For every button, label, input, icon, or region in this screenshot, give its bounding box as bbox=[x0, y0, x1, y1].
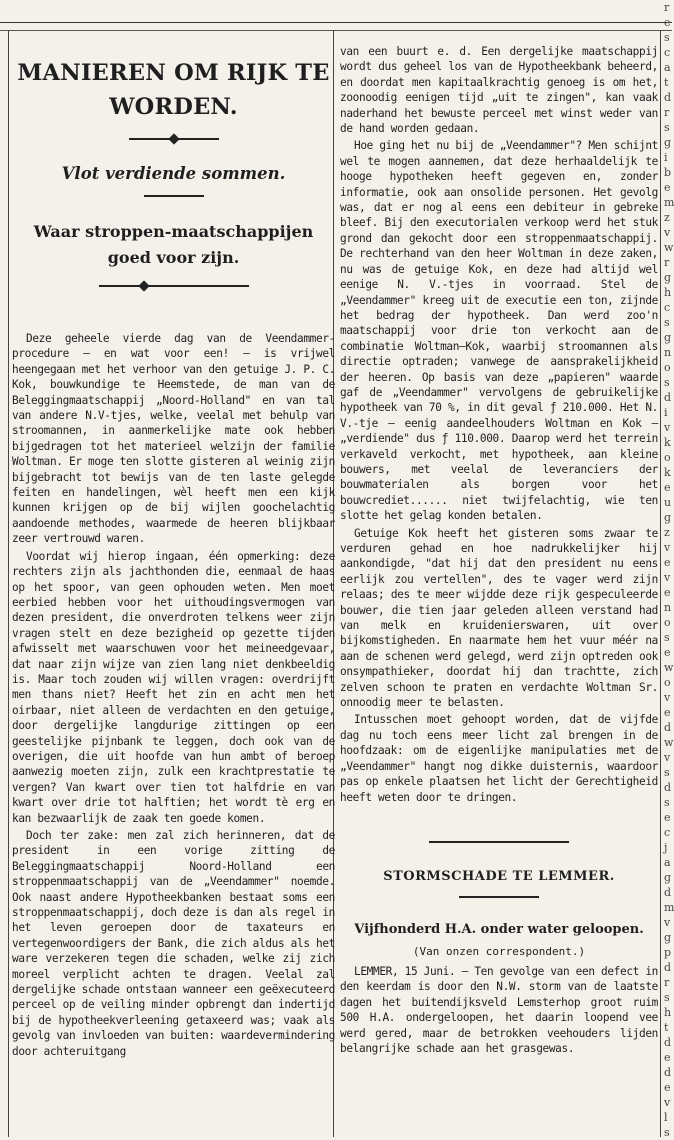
edge-glyph: o bbox=[664, 361, 671, 374]
edge-glyph: s bbox=[664, 376, 670, 389]
edge-glyph: w bbox=[664, 661, 674, 674]
top-rule bbox=[0, 22, 672, 23]
edge-glyph: j bbox=[664, 841, 668, 854]
edge-glyph: t bbox=[664, 1021, 669, 1034]
edge-glyph: a bbox=[664, 61, 671, 74]
edge-glyph: d bbox=[664, 1036, 672, 1049]
edge-glyph: p bbox=[664, 946, 672, 959]
article-paragraph: Hoe ging het nu bij de „Veendammer"? Men schijnt wel te mogen aannemen, dat deze herhaaldelijk te hooge hypotheken heeft gegeven en, zonder informatie, ook aan onsolide personen. Het gevolg was, dat er nog al eens een debiteur in gebreke bleef. Bij den executorialen verkoop werd het stuk grond dan gekocht door een stroppenmaatschappij. De rechterhand van den heer Woltman in deze zaken, nu was de getuige Kok, en deze had altijd wel eenige N. V.-tjes in voorraad. Stel de „Veendammer" kreeg uit de executie een ton, zijnde het bedrag der hypotheek. Dan werd zoo'n maatschappij voor drie ton verkocht aan de combinatie Woltman—Kok, waarbij stroomannen als directie optraden; vanwege de aansprakelijkheid der heeren. Op basis van deze „papieren" waarde gaf de „Veendammer" vervolgens de gebruikelijke hypotheek van 70 %, in dit geval ƒ 210.000. Het N. V.-tje — eenig aandeelhouders Woltman en Kok — „verdiende" dus ƒ 110.000. Daarop werd het terrein verkaveld verkocht, met hypotheek, aan kleine bouwers, met veelal de leveranciers der bouwmaterialen als borgen voor het bouwcrediet...... niet twijfelachtig, wie ten slotte het gelag konden betalen. bbox=[340, 139, 658, 523]
edge-glyph: r bbox=[664, 1, 670, 14]
edge-glyph: d bbox=[664, 886, 672, 899]
adjacent-column-fragment bbox=[664, 0, 672, 1137]
edge-glyph: w bbox=[664, 241, 674, 254]
edge-glyph: g bbox=[664, 871, 672, 884]
edge-glyph: g bbox=[664, 331, 672, 344]
edge-glyph: s bbox=[664, 766, 670, 779]
edge-glyph: v bbox=[664, 541, 671, 554]
subhead-separator-2 bbox=[99, 285, 249, 287]
edge-glyph: s bbox=[664, 991, 670, 1004]
storm-subhead: Vijfhonderd H.A. onder water geloopen. bbox=[354, 921, 644, 937]
edge-glyph: e bbox=[664, 1081, 671, 1094]
left-column bbox=[12, 56, 335, 1059]
edge-glyph: m bbox=[664, 901, 674, 914]
edge-glyph: v bbox=[664, 571, 671, 584]
edge-glyph: r bbox=[664, 976, 670, 989]
edge-glyph: c bbox=[664, 46, 671, 59]
edge-glyph: l bbox=[664, 1111, 668, 1124]
article-paragraph: Doch ter zake: men zal zich herinneren, dat de president in een vorige zitting de Beleggingmaatschappij Noord-Holland een stroppenmaatschappij van de „Veendammer" noemde. Ook naast andere Hypotheekbanken bestaat soms een stroppenmaatschappij, doch deze is dan als regel in het leven geroepen door de taxateurs en vertegenwoordigers der Bank, die zich aldus als het ware verzekeren tegen die schaden, welke zij zich moreel verplicht achten te dragen. Veelal zal dergelijke schade ontstaan wanneer een geëxecuteerd perceel op de veiling minder opbrengt dan indertijd bij de hypotheekverleening getaxeerd was; vaak als gevolg van invloeden van buiten: waardevermindering door achteruitgang bbox=[12, 829, 335, 1058]
edge-glyph: v bbox=[664, 1096, 671, 1109]
storm-headline: STORMSCHADE TE LEMMER. bbox=[383, 868, 615, 884]
edge-glyph: i bbox=[664, 406, 668, 419]
edge-glyph: c bbox=[664, 301, 671, 314]
edge-glyph: e bbox=[664, 811, 671, 824]
edge-glyph: s bbox=[664, 31, 670, 44]
edge-glyph: t bbox=[664, 76, 669, 89]
edge-glyph: v bbox=[664, 421, 671, 434]
edge-glyph: h bbox=[664, 1006, 672, 1019]
article-headline: MANIEREN OM RIJK TE WORDEN. bbox=[17, 60, 330, 120]
edge-glyph: e bbox=[664, 181, 671, 194]
edge-glyph: n bbox=[664, 601, 672, 614]
edge-glyph: e bbox=[664, 1051, 671, 1064]
edge-glyph: s bbox=[664, 316, 670, 329]
edge-glyph: b bbox=[664, 166, 672, 179]
edge-glyph: k bbox=[664, 466, 671, 479]
edge-glyph: z bbox=[664, 526, 670, 539]
article-paragraph: Deze geheele vierde dag van de Veendammer-procedure — en wat voor een! — is vrijwel heengegaan met het verhoor van den getuige J. P. C. Kok, bouwkundige te Heemstede, de man van de Beleggingmaatschappij „Noord-Holland" en van tal van andere N.V-tjes, welke, veelal met behulp van stroomannen, in aanmerkelijke mate ook hebben bijgedragen tot het materieel welzijn der familie Woltman. Er moge ten slotte gisteren al weinig zijn bijgebracht tot bewijs van de ten laste gelegde feiten en handelingen, wèl heeft men een kijk kunnen krijgen op de bij wijlen goochelachtig aandoende methodes, waarmede de heeren blijkbaar zeer vertrouwd waren. bbox=[12, 332, 335, 546]
edge-glyph: d bbox=[664, 391, 672, 404]
edge-glyph: g bbox=[664, 271, 672, 284]
edge-glyph: d bbox=[664, 1066, 672, 1079]
edge-glyph: e bbox=[664, 16, 671, 29]
edge-glyph: s bbox=[664, 121, 670, 134]
edge-glyph: e bbox=[664, 706, 671, 719]
edge-glyph: m bbox=[664, 196, 674, 209]
edge-glyph: a bbox=[664, 856, 671, 869]
edge-glyph: e bbox=[664, 646, 671, 659]
edge-glyph: s bbox=[664, 1126, 670, 1139]
edge-glyph: e bbox=[664, 556, 671, 569]
headline-separator bbox=[129, 138, 219, 140]
edge-glyph: v bbox=[664, 691, 671, 704]
article-paragraph: Intusschen moet gehoopt worden, dat de vijfde dag nu toch eens meer licht zal brengen in de hoofdzaak: om de eigenlijke manipulaties met de „Veendammer" hangt nog dikke duisternis, waardoor pas op enkele plaatsen het licht der Gerechtigheid heeft weten door te dringen. bbox=[340, 713, 658, 804]
edge-glyph: o bbox=[664, 616, 671, 629]
top-rule-secondary bbox=[0, 30, 672, 31]
edge-glyph: s bbox=[664, 796, 670, 809]
article-paragraph: Voordat wij hierop ingaan, één opmerking: deze rechters zijn als jachthonden die, eenmaal de haas op het spoor, van geen ophouden weten. Men moet eerbied hebben voor het uithoudingsvermogen van dezen president, die onverdroten telkens weer zijn vragen stelt en deze bezigheid op gezette tijden afwisselt met waarschuwen voor het meineedgevaar, dat naar zijn wijze van zien lang niet denkbeeldig is. Maar toch zouden wij willen vragen: overdrijft men thans niet? Heeft het zin en acht men het oirbaar, niet alleen de verdachten en den getuige, door dergelijke langdurige zittingen op een geestelijke pijnbank te leggen, doch ook van de overigen, die uit hoofde van hun ambt of beroep aanwezig moeten zijn, zulk een krachtprestatie te vergen? Van kwart over tien tot halfdrie en van kwart over drie tot halftien; het wordt tè erg en kan bezwaarlijk de zaak ten goede komen. bbox=[12, 549, 335, 825]
edge-glyph: v bbox=[664, 916, 671, 929]
edge-glyph: e bbox=[664, 481, 671, 494]
edge-glyph: d bbox=[664, 961, 672, 974]
edge-glyph: g bbox=[664, 511, 672, 524]
edge-glyph: e bbox=[664, 586, 671, 599]
edge-glyph: g bbox=[664, 931, 672, 944]
edge-glyph: n bbox=[664, 346, 672, 359]
edge-glyph: o bbox=[664, 451, 671, 464]
edge-glyph: d bbox=[664, 91, 672, 104]
edge-glyph: u bbox=[664, 496, 672, 509]
article-subhead-2: Waar stroppen-maatschappijen goed voor zijn. bbox=[33, 222, 314, 267]
article-paragraph: Getuige Kok heeft het gisteren soms zwaar te verduren gehad en hoe nadrukkelijker hij aankondigde, "dat hij dat den president nu eens eerlijk zou vertellen", des te vager werd zijn relaas; des te meer wijdde deze rijk gespeculeerde bouwer, die tien jaar geleden alleen verstand had van melk en kruidenierswaren, uit over bijkomstigheden. En naarmate hem het vuur méér na aan de schenen werd gelegd, werd zijn optreden ook onsympathieker, doordat hij dan trachtte, zich zelven schoon te praten en verdachte Woltman Sr. onnoodig meer te belasten. bbox=[340, 526, 658, 710]
right-column bbox=[340, 44, 658, 1056]
subhead-separator bbox=[144, 195, 204, 197]
edge-glyph: r bbox=[664, 256, 670, 269]
edge-glyph: c bbox=[664, 826, 671, 839]
edge-glyph: d bbox=[664, 721, 672, 734]
article-subhead-1: Vlot verdiende sommen. bbox=[61, 164, 286, 183]
column-rule-right bbox=[660, 30, 661, 1137]
edge-glyph: v bbox=[664, 226, 671, 239]
article-paragraph: van een buurt e. d. Een dergelijke maatschappij wordt dus geheel los van de Hypotheekbank beheerd, en doordat men kapitaalkrachtig genoeg is om het, zoonoodig eenigen tijd „uit te zingen", kan vaak naderhand het bewuste perceel met winst weder van de hand worden gedaan. bbox=[340, 45, 658, 136]
edge-glyph: k bbox=[664, 436, 671, 449]
edge-glyph: o bbox=[664, 676, 671, 689]
storm-paragraph: LEMMER, 15 Juni. — Ten gevolge van een defect in den keerdam is door den N.W. storm van de laatste dagen het buitendijksveld Lemsterhop groot ruim 500 H.A. ondergeloopen, het daarin loopend vee werd gered, maar de betrokken veehouders lijden belangrijke schade aan het grasgewas. bbox=[340, 964, 658, 1055]
column-rule-left bbox=[8, 30, 9, 1137]
edge-glyph: i bbox=[664, 151, 668, 164]
edge-glyph: v bbox=[664, 751, 671, 764]
edge-glyph: w bbox=[664, 736, 674, 749]
correspondent-credit: (Van onzen correspondent.) bbox=[412, 944, 586, 958]
edge-glyph: r bbox=[664, 106, 670, 119]
edge-glyph: g bbox=[664, 136, 672, 149]
edge-glyph: z bbox=[664, 211, 670, 224]
edge-glyph: h bbox=[664, 286, 672, 299]
edge-glyph: s bbox=[664, 631, 670, 644]
edge-glyph: d bbox=[664, 781, 672, 794]
